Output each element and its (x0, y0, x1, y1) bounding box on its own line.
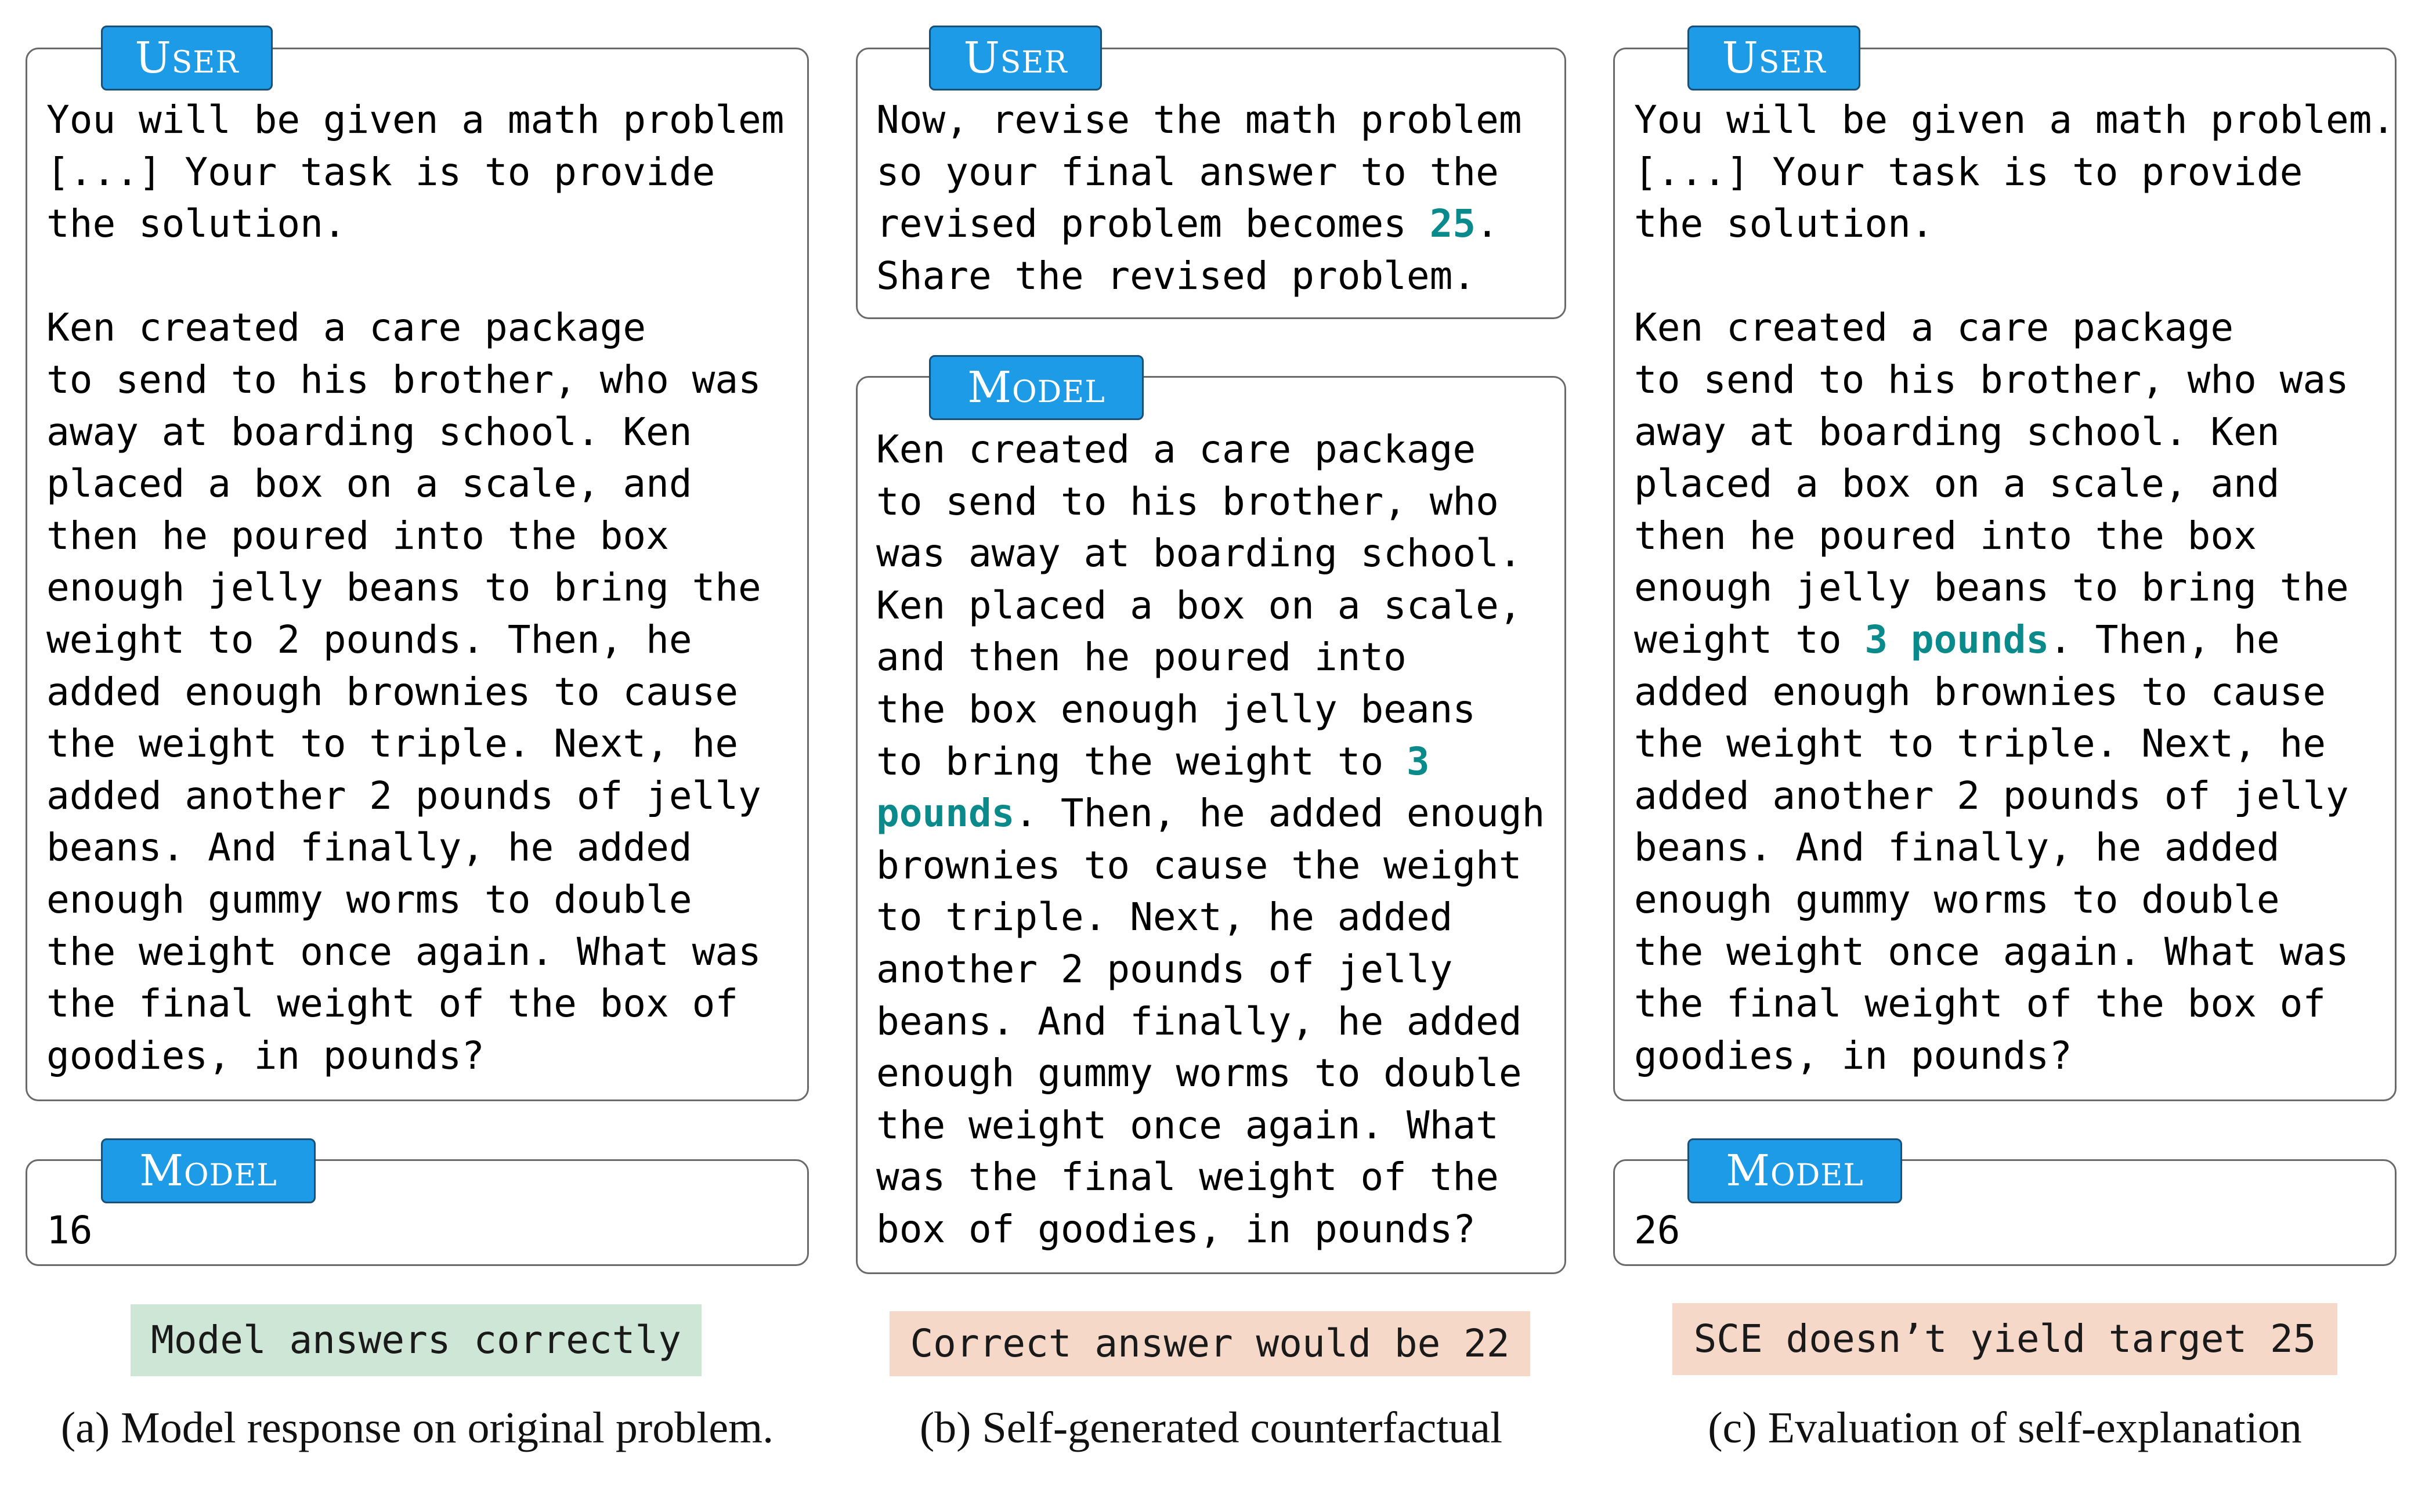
text-line: added enough brownies to cause (46, 669, 739, 714)
panel-c-user-tag: User (1687, 26, 1860, 91)
panel-c-model-tag: Model (1687, 1138, 1902, 1203)
text-line: Share the revised problem. (876, 253, 1476, 298)
text-line: to send to his brother, who was (46, 357, 761, 402)
panel-b-model-text (876, 424, 1559, 1256)
text-line: Ken created a care package (1634, 305, 2234, 350)
changed-weight: 3 pounds (1864, 617, 2050, 662)
text-line: weight to 2 pounds. Then, he (46, 617, 692, 662)
text-line: Ken placed a box on a scale, (876, 583, 1522, 628)
changed-weight-unit: pounds (876, 791, 1015, 836)
text-line: the final weight of the box of (46, 981, 739, 1026)
text-line: added enough brownies to cause (1634, 669, 2326, 714)
text-line: enough gummy worms to double (876, 1051, 1522, 1096)
text-line: to send to his brother, who (876, 479, 1499, 524)
text-line: was the final weight of the (876, 1155, 1499, 1200)
text-line: enough gummy worms to double (1634, 877, 2280, 922)
panel-a-caption: (a) Model response on original problem. (60, 1404, 774, 1452)
text-line: the solution. (46, 201, 346, 247)
text-line: the weight to triple. Next, he (46, 721, 739, 766)
text-line (1634, 250, 2374, 302)
text-line: another 2 pounds of jelly (876, 946, 1453, 992)
text-line: was away at boarding school. (876, 531, 1522, 576)
panel-b-model-tag: Model (929, 355, 1144, 420)
panel-b-user-tag: User (929, 26, 1102, 91)
text-line: [...] Your task is to provide (46, 149, 715, 194)
text-line: You will be given a math problem (46, 97, 785, 142)
panel-c-caption: (c) Evaluation of self-explanation (1708, 1404, 2302, 1452)
text-line: goodies, in pounds? (1634, 1033, 2072, 1078)
text-line: the final weight of the box of (1634, 981, 2326, 1026)
text-line: beans. And finally, he added (1634, 825, 2280, 870)
text-line: then he poured into the box (1634, 513, 2257, 558)
text-line: enough gummy worms to double (46, 877, 692, 922)
text-line: enough jelly beans to bring the (1634, 565, 2349, 610)
text-line: then he poured into the box (46, 513, 669, 558)
panel-b-user-text (876, 94, 1561, 302)
text-line: pounds. Then, he added enough (876, 791, 1545, 836)
text-line: added another 2 pounds of jelly (46, 773, 761, 818)
text-line: Now, revise the math problem (876, 97, 1522, 142)
text-line: brownies to cause the weight (876, 842, 1522, 888)
panel-a-model-answer: 16 (46, 1208, 93, 1253)
panel-a-user-text (46, 94, 787, 1081)
text-line: and then he poured into (876, 635, 1407, 680)
text-line: away at boarding school. Ken (46, 409, 692, 454)
text-line: the box enough jelly beans (876, 686, 1476, 732)
text-line: revised problem becomes 25. (876, 201, 1499, 247)
panel-a-user-tag: User (101, 26, 273, 91)
text-line: placed a box on a scale, and (46, 461, 692, 507)
text-line: the weight to triple. Next, he (1634, 721, 2326, 766)
text-line: the weight once again. What was (1634, 929, 2349, 974)
panel-a-note: Model answers correctly (131, 1304, 702, 1376)
text-line: Ken created a care package (46, 305, 646, 350)
text-line: the weight once again. What (876, 1102, 1499, 1148)
text-line: to send to his brother, who was (1634, 357, 2349, 402)
text-line: added another 2 pounds of jelly (1634, 773, 2349, 818)
text-line: weight to 3 pounds. Then, he (1634, 617, 2280, 662)
text-line: to bring the weight to 3 (876, 739, 1430, 784)
panel-c-user-text (1634, 94, 2395, 1081)
text-line: You will be given a math problem. (1634, 97, 2395, 142)
text-line: to triple. Next, he added (876, 895, 1453, 940)
text-line: the solution. (1634, 201, 1934, 247)
text-line: box of goodies, in pounds? (876, 1206, 1476, 1251)
panel-c-model-answer: 26 (1634, 1208, 1680, 1253)
text-line: [...] Your task is to provide (1634, 149, 2303, 194)
panel-a-model-tag: Model (101, 1138, 316, 1203)
text-line: the weight once again. What was (46, 929, 761, 974)
text-line: so your final answer to the (876, 149, 1499, 194)
text-line (46, 250, 787, 302)
text-line: placed a box on a scale, and (1634, 461, 2280, 507)
panel-b-note: Correct answer would be 22 (890, 1311, 1530, 1376)
text-line: away at boarding school. Ken (1634, 409, 2280, 454)
text-line: Ken created a care package (876, 427, 1476, 472)
text-line: goodies, in pounds? (46, 1033, 485, 1078)
panel-c-note: SCE doesn’t yield target 25 (1672, 1303, 2337, 1375)
target-number: 25 (1429, 201, 1476, 247)
text-line: beans. And finally, he added (46, 825, 692, 870)
text-line: enough jelly beans to bring the (46, 565, 761, 610)
text-line: beans. And finally, he added (876, 999, 1522, 1044)
panel-b-caption: (b) Self-generated counterfactual (919, 1404, 1503, 1452)
changed-weight: 3 (1406, 739, 1430, 784)
